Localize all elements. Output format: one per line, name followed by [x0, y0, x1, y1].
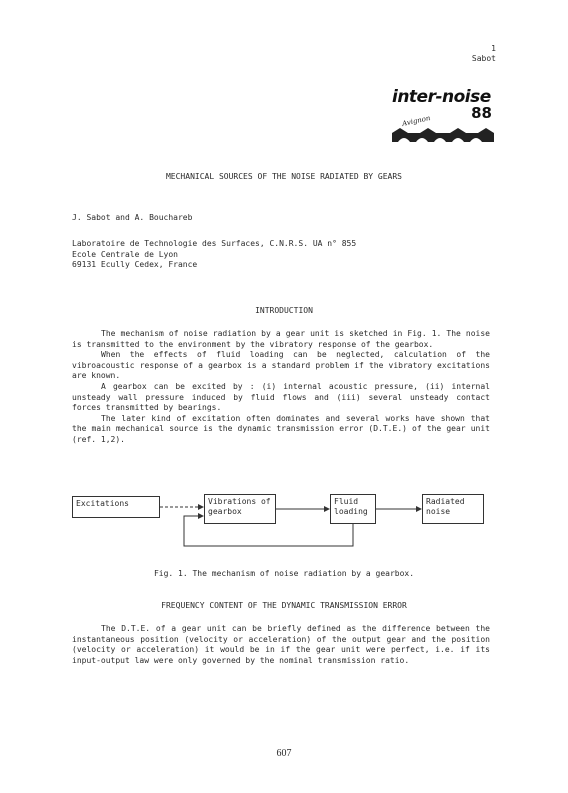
paragraph: When the effects of fluid loading can be neglected, calculation of the vibroacoustic response of a gearbox is a standard problem if the vibratory excitations are known.	[72, 350, 490, 381]
paper-title: MECHANICAL SOURCES OF THE NOISE RADIATED BY GEARS	[165, 172, 402, 181]
paragraph: A gearbox can be excited by : (i) internal acoustic pressure, (ii) internal unsteady wall pressure induced by fluid flows and (iii) several unsteady contact forces transmitted by bearings.	[72, 381, 490, 413]
section2-text	[72, 624, 490, 666]
logo-word: inter-noise	[392, 87, 491, 107]
section-heading-frequency-content: FREQUENCY CONTENT OF THE DYNAMIC TRANSMISSION ERROR	[161, 601, 407, 610]
box-radiated-noise: Radiated noise	[422, 494, 484, 524]
author-short: Sabot	[471, 54, 496, 63]
logo-script: Avignon	[401, 114, 432, 128]
authors: J. Sabot and A. Bouchareb	[72, 213, 193, 222]
affiliation-line: Ecole Centrale de Lyon	[72, 249, 178, 259]
box-fluid-loading: Fluid loading	[330, 494, 376, 524]
affiliation-line: Laboratoire de Technologie des Surfaces, C.N.R.S. UA n° 855	[72, 239, 357, 248]
logo-bridge-icon	[392, 128, 494, 142]
page-number: 607	[276, 748, 292, 759]
paragraph: The later kind of excitation often dominates and several works have shown that the main mechanical source is the dynamic transmission error (D.T.E.) of the gear unit (ref. 1,2).	[72, 413, 490, 444]
paragraph: The D.T.E. of a gear unit can be briefly defined as the difference between the instantaneous position (velocity or acceleration) of the output gear and the position (velocity or acceleration) it would be in if the gear unit were perfect, i.e. if its input-output law were only governed by the nominal transmission ratio.	[72, 624, 490, 665]
figure-1-diagram	[72, 488, 496, 554]
section-heading-introduction: INTRODUCTION	[255, 306, 313, 315]
affiliation-line: 69131 Ecully Cedex, France	[72, 260, 198, 270]
figure-caption: Fig. 1. The mechanism of noise radiation by a gearbox.	[153, 569, 415, 578]
introduction-text	[72, 329, 490, 446]
box-excitations: Excitations	[72, 496, 160, 518]
affiliation	[72, 239, 356, 271]
paragraph: The mechanism of noise radiation by a gear unit is sketched in Fig. 1. The noise is transmitted to the environment by the vibratory response of the gearbox.	[72, 329, 490, 349]
logo-year: 88	[471, 104, 492, 122]
diagram-arrows	[72, 488, 496, 554]
running-header	[472, 44, 496, 64]
page-mark: 1	[491, 44, 496, 53]
conference-logo	[392, 87, 494, 144]
box-vibrations-of-gearbox: Vibrations of gearbox	[204, 494, 276, 524]
